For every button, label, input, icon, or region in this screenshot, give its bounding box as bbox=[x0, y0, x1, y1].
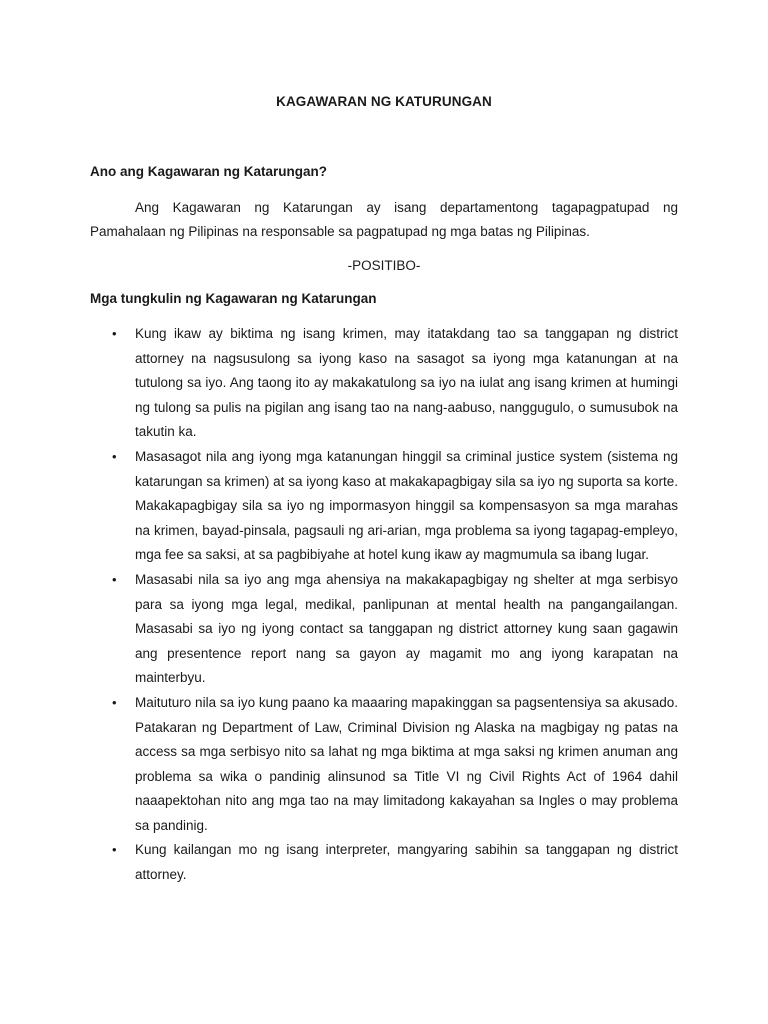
bullet-icon: • bbox=[112, 448, 117, 464]
question-heading: Ano ang Kagawaran ng Katarungan? bbox=[90, 164, 328, 179]
positibo-label: -POSITIBO- bbox=[347, 258, 421, 273]
bullet-icon: • bbox=[112, 842, 117, 858]
list-item-text: Masasabi nila sa iyo ang mga ahensiya na makakapagbigay ng shelter at mga serbisyo para sa iyong mga legal, medikal, panlipunan at mental health na pangangailangan. Masasabi sa iyo ng iyong contact sa tanggapan ng district attorney kung saan gagawin ang presentence report nang sa gayon ay magamit mo ang iyong karapatan na mainterbyu. bbox=[135, 571, 678, 686]
bullet-icon: • bbox=[112, 694, 117, 710]
bullet-icon: • bbox=[112, 571, 117, 587]
list-item bbox=[90, 445, 678, 568]
list-item-text: Kung ikaw ay biktima ng isang krimen, may itatakdang tao sa tanggapan ng district attorney na nagsusulong sa iyong kaso na sasagot sa iyong mga katanungan at na tutulong sa iyo. Ang taong ito ay makakatulong sa iyo na iulat ang isang krimen at humingi ng tulong sa pulis na pigilan ang isang tao na nang-aabuso, nanggugulo, o sumusubok na takutin ka. bbox=[135, 326, 678, 440]
list-item-text: Kung kailangan mo ng isang interpreter, mangyaring sabihin sa tanggapan ng district attorney. bbox=[135, 842, 678, 883]
bullet-icon: • bbox=[112, 326, 117, 341]
duties-list bbox=[90, 322, 678, 888]
document-title: KAGAWARAN NG KATURUNGAN bbox=[276, 94, 492, 109]
list-item bbox=[90, 568, 678, 691]
duties-heading: Mga tungkulin ng Kagawaran ng Katarungan bbox=[90, 291, 377, 306]
list-item bbox=[90, 691, 678, 839]
intro-paragraph: Ang Kagawaran ng Katarungan ay isang departamentong tagapagpatupad ng Pamahalaan ng Pilipinas na responsable sa pagpatupad ng mga batas ng Pilipinas. bbox=[90, 200, 678, 239]
list-item bbox=[90, 838, 678, 887]
list-item-text: Maituturo nila sa iyo kung paano ka maaaring mapakinggan sa pagsentensiya sa akusado. Patakaran ng Department of Law, Criminal Division ng Alaska na magbigay ng patas na access sa mga serbisyo nito sa lahat ng mga biktima at mga saksi ng krimen anuman ang problema sa wika o pandinig alinsunod sa Title VI ng Civil Rights Act of 1964 dahil naaapektohan nito ang mga tao na may limitadong kakayahan sa Ingles o may problema sa pandinig. bbox=[135, 694, 678, 833]
list-item bbox=[90, 322, 678, 445]
list-item-text: Masasagot nila ang iyong mga katanungan hinggil sa criminal justice system (sistema ng katarungan sa krimen) at sa iyong kaso at makakapagbigay sila sa iyo ng suporta sa korte. Makakapagbigay sila sa iyo ng impormasyon hinggil sa kompensasyon sa mga marahas na krimen, bayad-pinsala, pagsauli ng ari-arian, mga problema sa iyong tagapag-empleyo, mga fee sa saksi, at sa pagbibiyahe at hotel kung ikaw ay magmumula sa ibang lugar. bbox=[135, 448, 678, 563]
